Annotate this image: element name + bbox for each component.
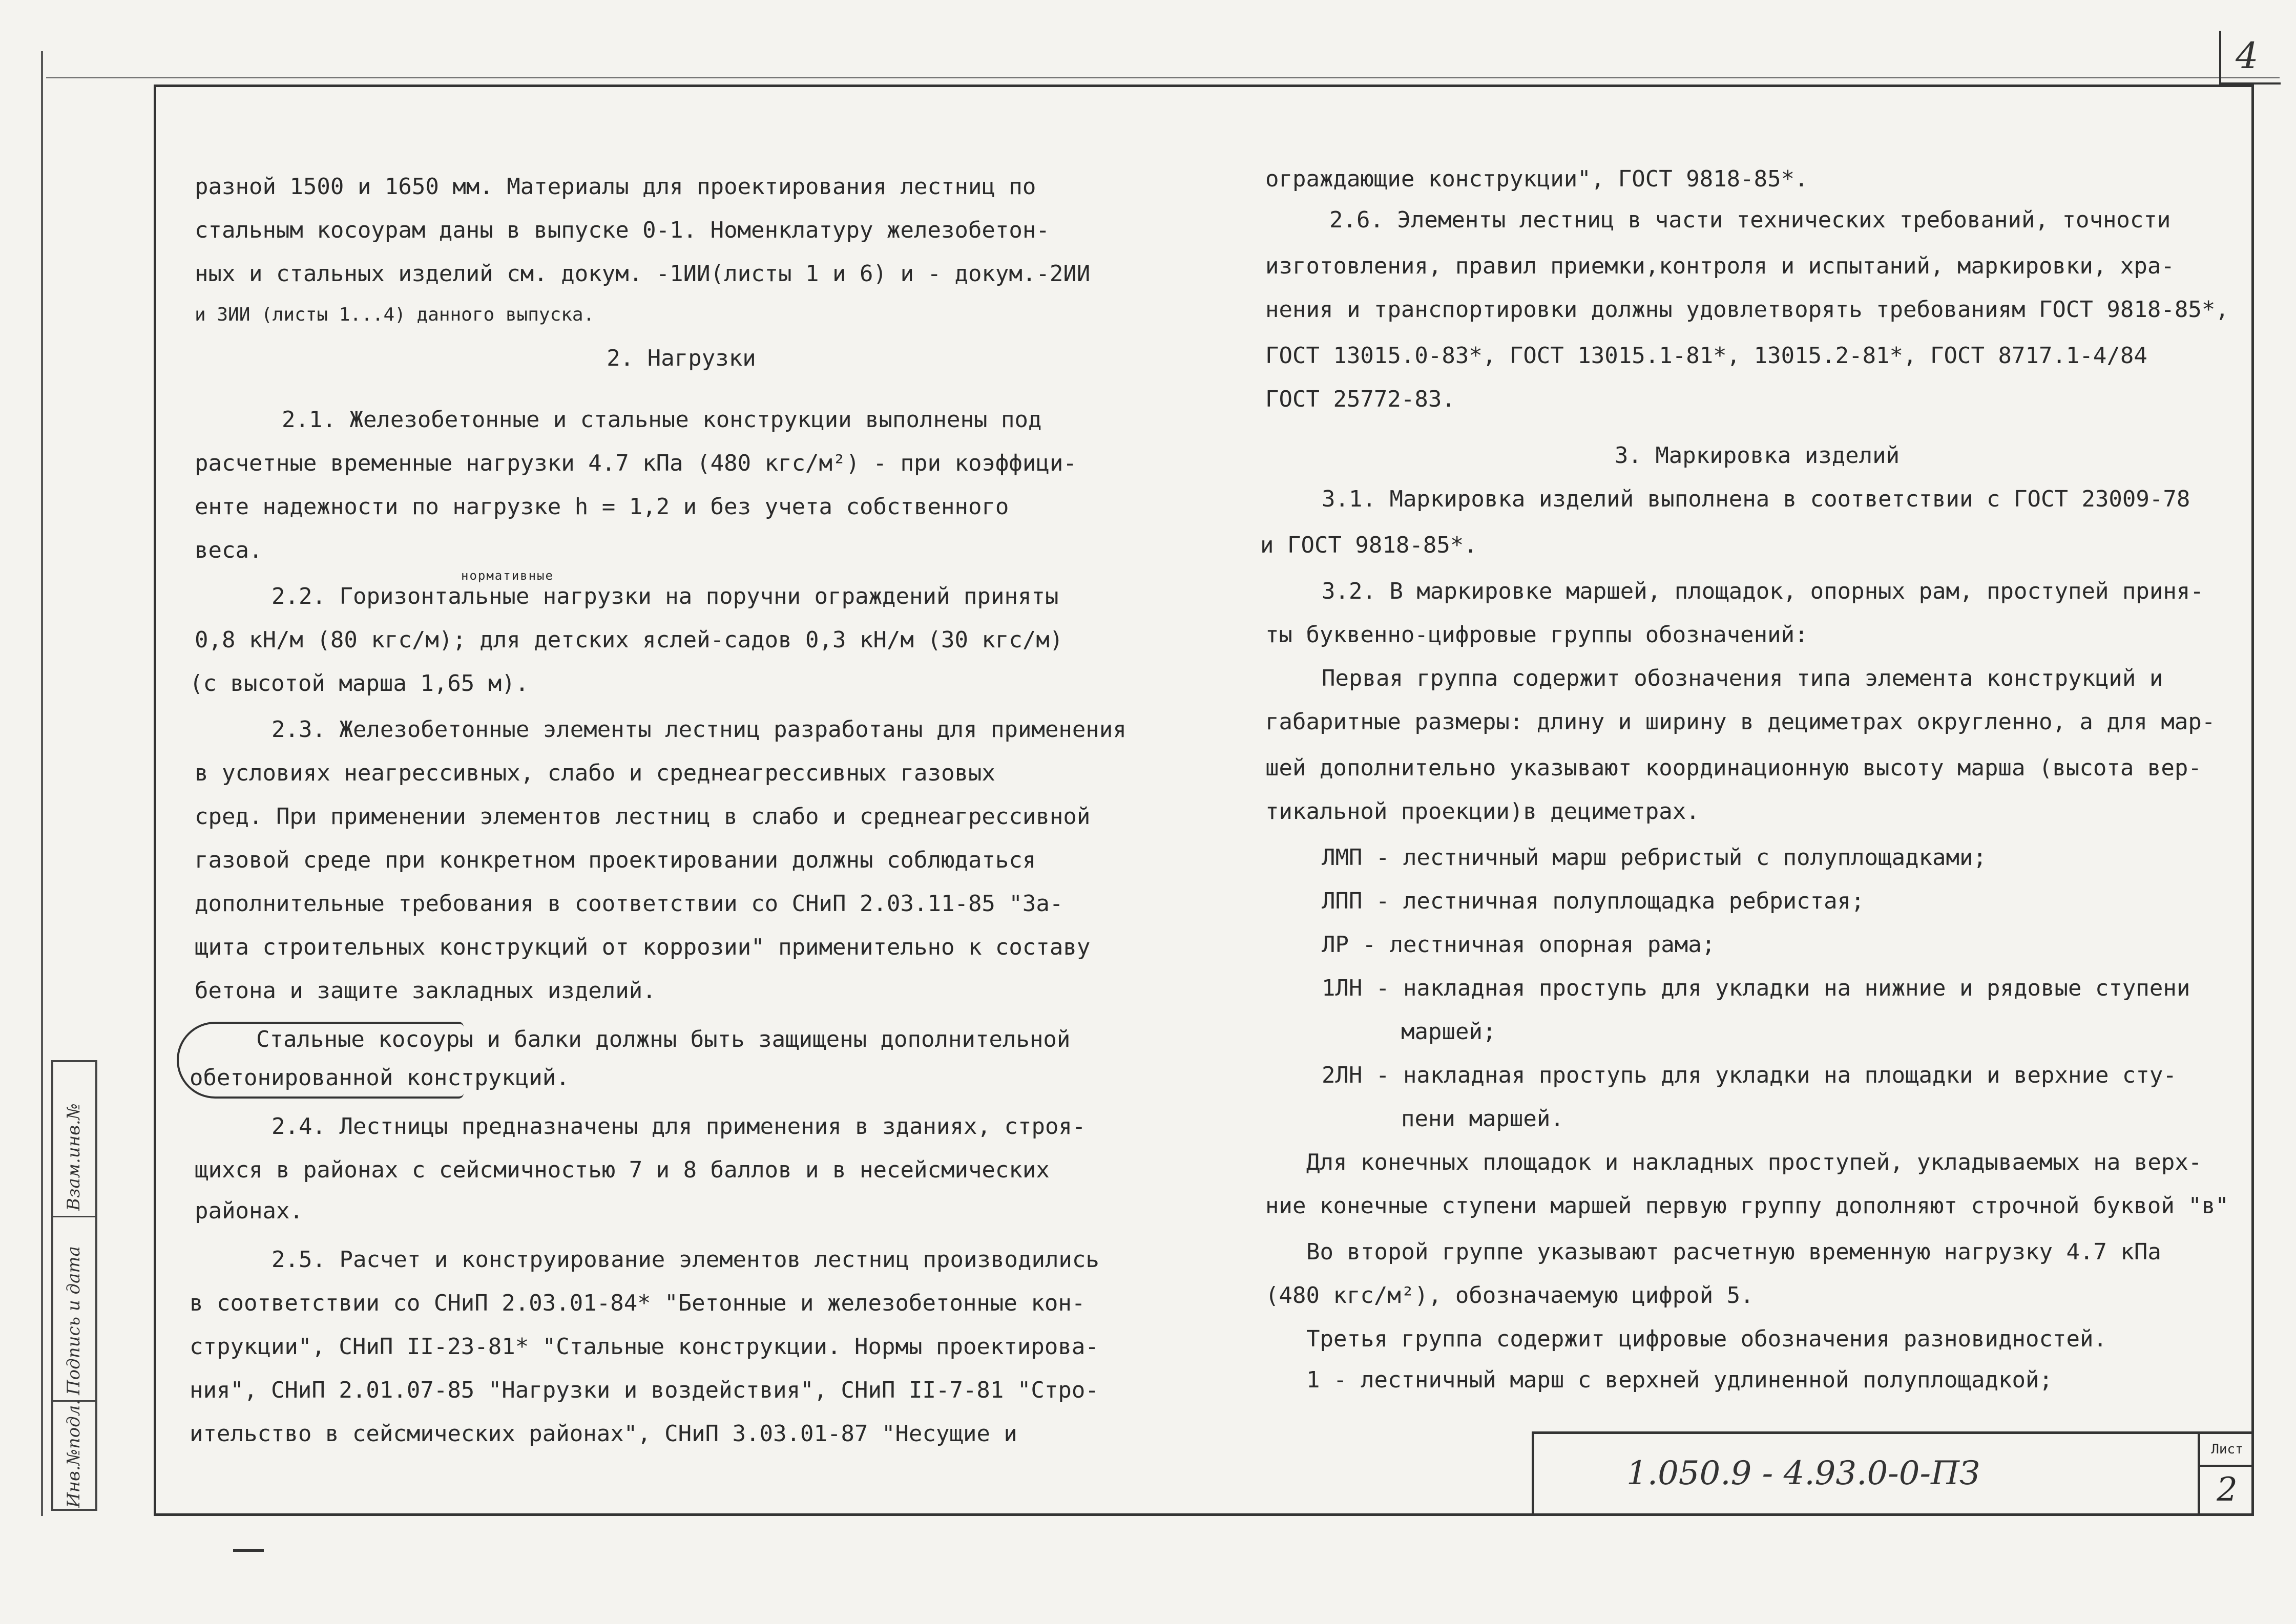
text-line: веса.: [195, 537, 263, 563]
text-line: ЛПП - лестничная полуплощадка ребристая;: [1322, 888, 1865, 914]
text-line: районах.: [195, 1198, 303, 1224]
text-line: маршей;: [1401, 1019, 1496, 1045]
stamp-column: [51, 1060, 97, 1511]
stamp-replaced-inv: Взам.инв.№: [64, 1103, 84, 1211]
title-block: [1532, 1431, 2254, 1516]
text-line: ты буквенно-цифровые группы обозначений:: [1265, 622, 1808, 648]
text-line: ние конечные ступени маршей первую группу дополняют строчной буквой "в": [1265, 1193, 2229, 1219]
sheet-number: 2: [2217, 1471, 2238, 1509]
text-line: Стальные косоуры и балки должны быть защищены дополнительной: [256, 1026, 1071, 1052]
text-line: ГОСТ 13015.0-83*, ГОСТ 13015.1-81*, 13015.2-81*, ГОСТ 8717.1-4/84: [1265, 343, 2147, 369]
text-line: расчетные временные нагрузки 4.7 кПа (480 кгс/м²) - при коэффици-: [195, 450, 1077, 476]
text-line: габаритные размеры: длину и ширину в дециметрах округленно, а для мар-: [1265, 709, 2216, 735]
text-line: 1ЛН - накладная проступь для укладки на нижние и рядовые ступени: [1322, 975, 2190, 1001]
text-line: ЛМП - лестничный марш ребристый с полуплощадками;: [1322, 845, 1987, 871]
section-heading: 2. Нагрузки: [607, 345, 756, 371]
text-line: щита строительных конструкций от коррозии" применительно к составу: [195, 934, 1091, 960]
text-line: разной 1500 и 1650 мм. Материалы для проектирования лестниц по: [195, 174, 1036, 200]
text-line: газовой среде при конкретном проектировании должны соблюдаться: [195, 847, 1036, 873]
text-line: в соответствии со СНиП 2.03.01-84* "Бетонные и железобетонные кон-: [190, 1290, 1086, 1316]
text-line: енте надежности по нагрузке h = 1,2 и без учета собственного: [195, 494, 1009, 520]
stamp-inv-no: Инв.№подл.: [64, 1399, 84, 1508]
text-line: щихся в районах с сейсмичностью 7 и 8 баллов и в несейсмических: [195, 1157, 1050, 1183]
text-line: Для конечных площадок и накладных проступей, укладываемых на верх-: [1306, 1149, 2202, 1175]
text-line: и 3ИИ (листы 1...4) данного выпуска.: [195, 304, 595, 325]
text-line: стальным косоурам даны в выпуске 0-1. Номенклатуру железобетон-: [195, 217, 1050, 243]
text-line: (с высотой марша 1,65 м).: [190, 670, 529, 697]
text-line: шей дополнительно указывают координационную высоту марша (высота вер-: [1265, 755, 2202, 781]
text-line: ГОСТ 25772-83.: [1265, 386, 1455, 412]
text-line: 2.2. Горизонтальные нагрузки на поручни ограждений приняты: [272, 583, 1059, 609]
text-line: 2.5. Расчет и конструирование элементов лестниц производились: [272, 1247, 1099, 1273]
bottom-mark: [233, 1549, 264, 1552]
document-code: 1.050.9 - 4.93.0-0-ПЗ: [1626, 1454, 1980, 1492]
text-line: 2.4. Лестницы предназначены для применения в зданиях, строя-: [272, 1113, 1086, 1140]
sheet-number-box: [2198, 1434, 2254, 1516]
handwritten-note: нормативные: [461, 568, 554, 583]
text-line: нения и транспортировки должны удовлетворять требованиям ГОСТ 9818-85*,: [1265, 297, 2229, 323]
text-line: обетонированной конструкций.: [190, 1065, 570, 1091]
text-line: струкции", СНиП II-23-81* "Стальные конструкции. Нормы проектирова-: [190, 1334, 1099, 1360]
text-line: 2ЛН - накладная проступь для укладки на площадки и верхние сту-: [1322, 1062, 2177, 1088]
text-line: в условиях неагрессивных, слабо и среднеагрессивных газовых: [195, 760, 995, 786]
text-line: 2.1. Железобетонные и стальные конструкции выполнены под: [282, 407, 1042, 433]
text-line: 3.2. В маркировке маршей, площадок, опорных рам, проступей приня-: [1322, 578, 2204, 604]
stamp-signature-date: Подпись и дата: [64, 1246, 84, 1395]
text-line: и ГОСТ 9818-85*.: [1260, 532, 1477, 558]
text-line: ЛР - лестничная опорная рама;: [1322, 932, 1716, 958]
stamp-divider: [53, 1216, 95, 1217]
text-line: 2.3. Железобетонные элементы лестниц разработаны для применения: [272, 716, 1126, 743]
text-line: ограждающие конструкции", ГОСТ 9818-85*.: [1265, 166, 1808, 192]
text-line: 2.6. Элементы лестниц в части технических требований, точности: [1329, 207, 2171, 233]
text-line: ния", СНиП 2.01.07-85 "Нагрузки и воздействия", СНиП II-7-81 "Стро-: [190, 1377, 1099, 1403]
text-line: 1 - лестничный марш с верхней удлиненной полуплощадкой;: [1306, 1367, 2053, 1393]
text-line: пени маршей.: [1401, 1106, 1564, 1132]
text-line: ительство в сейсмических районах", СНиП 3.03.01-87 "Несущие и: [190, 1421, 1017, 1447]
text-line: (480 кгс/м²), обозначаемую цифрой 5.: [1265, 1282, 1754, 1309]
text-line: Третья группа содержит цифровые обозначения разновидностей.: [1306, 1326, 2107, 1352]
text-line: бетона и защите закладных изделий.: [195, 978, 656, 1004]
text-line: Во второй группе указывают расчетную временную нагрузку 4.7 кПа: [1306, 1239, 2161, 1265]
page-number: 4: [2236, 35, 2259, 77]
page-number-box: [2219, 31, 2281, 85]
text-line: Первая группа содержит обозначения типа элемента конструкций и: [1322, 665, 2163, 691]
text-line: тикальной проекции)в дециметрах.: [1265, 798, 1700, 825]
text-line: 0,8 кН/м (80 кгс/м); для детских яслей-садов 0,3 кН/м (30 кгс/м): [195, 627, 1063, 653]
section-heading: 3. Маркировка изделий: [1614, 442, 1900, 469]
top-margin-line: [46, 77, 2280, 78]
outer-margin-line: [41, 51, 43, 1516]
text-line: 3.1. Маркировка изделий выполнена в соответствии с ГОСТ 23009-78: [1322, 486, 2190, 512]
text-line: дополнительные требования в соответствии со СНиП 2.03.11-85 "За-: [195, 891, 1063, 917]
text-line: изготовления, правил приемки,контроля и испытаний, маркировки, хра-: [1265, 253, 2175, 279]
text-line: ных и стальных изделий см. докум. -1ИИ(листы 1 и 6) и - докум.-2ИИ: [195, 261, 1091, 287]
text-line: сред. При применении элементов лестниц в слабо и среднеагрессивной: [195, 804, 1091, 830]
sheet-header: Лист: [2200, 1434, 2254, 1467]
